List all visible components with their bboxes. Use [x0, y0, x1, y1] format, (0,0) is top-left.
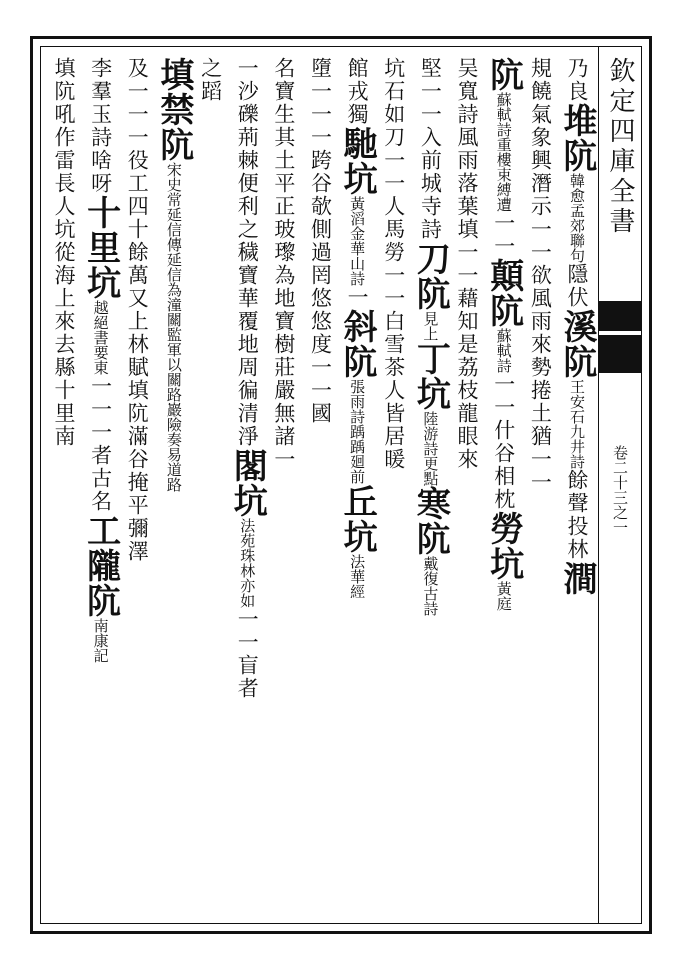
entry-headword: 丘坑 — [337, 484, 378, 554]
entry-headword: 堆阬 — [556, 103, 597, 173]
body-text: 一 — [88, 421, 113, 444]
body-text: 一一 — [491, 212, 516, 258]
text-column — [303, 57, 336, 913]
text-column — [80, 57, 121, 913]
annotation-text: 黃庭 — [494, 581, 513, 611]
entry-headword: 斜阬 — [337, 309, 378, 379]
annotation-text: 張雨詩踽踽廻前 — [348, 379, 367, 484]
body-text: 人皆居暖 — [381, 379, 406, 471]
entry-headword: 填禁阬 — [153, 57, 194, 162]
body-text: 乃良 — [564, 57, 589, 103]
text-column — [410, 57, 451, 913]
book-title: 欽定四庫全書 — [605, 57, 635, 237]
page-inner-frame — [40, 46, 642, 924]
body-text: 填阬吼作雷 — [52, 57, 76, 172]
body-text: 一一 — [528, 218, 553, 264]
body-text: 長人坑從海上來去縣十里 — [52, 172, 76, 425]
body-text: 一一 — [455, 241, 480, 287]
text-column — [227, 57, 268, 913]
entry-headword: 寒阬 — [410, 486, 451, 556]
body-text: 南 — [52, 425, 76, 448]
entry-headword: 刀阬 — [410, 241, 451, 311]
text-column — [377, 57, 410, 913]
text-column — [153, 57, 194, 913]
body-text: 一一 — [528, 448, 553, 494]
body-text: 一一一 — [125, 80, 150, 149]
body-text: 餘聲投林 — [564, 469, 589, 561]
annotation-text: 越絕書要東 — [91, 300, 110, 375]
entry-headword: 顛阬 — [483, 258, 524, 328]
entry-headword: 馳坑 — [337, 126, 378, 196]
body-text: 罔悠悠度 — [308, 264, 333, 356]
body-text: 一一 — [418, 80, 443, 126]
body-text: 一一 — [88, 375, 113, 421]
body-text: 館 — [345, 57, 370, 80]
annotation-text: 見上 — [421, 311, 440, 341]
body-text: 什谷相枕 — [491, 419, 516, 511]
entry-headword: 工隴阬 — [80, 513, 121, 618]
annotation-text: 王安石九井詩 — [567, 379, 586, 469]
annotation-text: 南康記 — [91, 618, 110, 663]
text-column — [523, 57, 556, 913]
juan-label: 卷二十三之一 — [611, 445, 629, 535]
annotation-text: 蘇軾詩重樓束縛遭 — [494, 92, 513, 212]
body-text: 白雪茶 — [381, 310, 406, 379]
body-text: 役工四十餘萬又上林賦填阬滿谷掩平彌澤 — [125, 149, 150, 563]
body-text: 國 — [308, 402, 333, 425]
text-column — [120, 57, 153, 913]
text-column — [556, 57, 597, 913]
body-text: 一 — [235, 57, 260, 80]
body-text: 入前城寺詩 — [418, 126, 443, 241]
annotation-text: 宋史常延信傳延信為潼關監軍以關路巖險奏易道路 — [164, 162, 183, 492]
body-text: 一一 — [381, 264, 406, 310]
body-text: 者古名 — [88, 444, 113, 513]
annotation-text: 韓愈孟郊聯句 — [567, 173, 586, 263]
annotation-text: 法華經 — [348, 554, 367, 599]
annotation-text: 法苑珠林亦如 — [238, 518, 257, 608]
body-text: 欲風雨來勢捲土猶 — [528, 264, 553, 448]
page-frame — [30, 36, 652, 934]
body-text: 坑石如刀 — [381, 57, 406, 149]
body-text: 啥呀 — [88, 149, 113, 195]
entry-headword: 溪阬 — [556, 309, 597, 379]
annotation-text: 蘇軾詩 — [494, 328, 513, 373]
body-text: 隱伏 — [564, 263, 589, 309]
entry-headword: 閣坑 — [227, 448, 268, 518]
entry-headword: 勞坑 — [483, 511, 524, 581]
entry-headword: 澗 — [556, 561, 597, 596]
body-text: 戎獨 — [345, 80, 370, 126]
text-column — [483, 57, 524, 913]
body-text: 墮 — [308, 57, 333, 80]
annotation-text: 戴復古詩 — [421, 556, 440, 616]
body-text: 及 — [125, 57, 150, 80]
body-text: 李羣玉詩 — [88, 57, 113, 149]
body-text: 一 — [345, 286, 370, 309]
entry-headword: 十里坑 — [80, 195, 121, 300]
text-column — [194, 57, 227, 913]
body-text: 堅 — [418, 57, 443, 80]
body-text: 一一 — [308, 80, 333, 126]
page-margin-column — [598, 47, 641, 923]
body-text: 藉知是荔枝龍眼來 — [455, 287, 480, 471]
body-text: 人馬勞 — [381, 195, 406, 264]
annotation-text: 陸游詩更點 — [421, 411, 440, 486]
body-text: 名寶生其土平正玻瓈為地寶樹莊嚴無諸 — [271, 57, 296, 448]
entry-headword: 丁坑 — [410, 341, 451, 411]
text-column — [47, 57, 80, 913]
body-text: 盲者 — [235, 654, 260, 700]
body-text: 之蹈 — [198, 57, 223, 103]
text-column — [267, 57, 300, 913]
annotation-text: 黃滔金華山詩 — [348, 196, 367, 286]
body-text: 一 — [308, 126, 333, 149]
entry-headword: 阬 — [483, 57, 524, 92]
body-text: 跨谷欹側過 — [308, 149, 333, 264]
fishtail-mark — [599, 301, 641, 373]
body-text: 一一 — [381, 149, 406, 195]
text-column — [450, 57, 483, 913]
body-text: 饒氣象興潛示 — [528, 80, 553, 218]
text-column — [337, 57, 378, 913]
body-text: 一一 — [308, 356, 333, 402]
body-text: 一一 — [491, 373, 516, 419]
body-text: 一一 — [235, 608, 260, 654]
text-columns — [47, 57, 597, 913]
body-text: 規 — [528, 57, 553, 80]
body-text: 一 — [271, 448, 296, 471]
body-text: 吴寬詩風雨落葉填 — [455, 57, 480, 241]
body-text: 沙礫荊棘便利之穢寶華覆地周徧清淨 — [235, 80, 260, 448]
